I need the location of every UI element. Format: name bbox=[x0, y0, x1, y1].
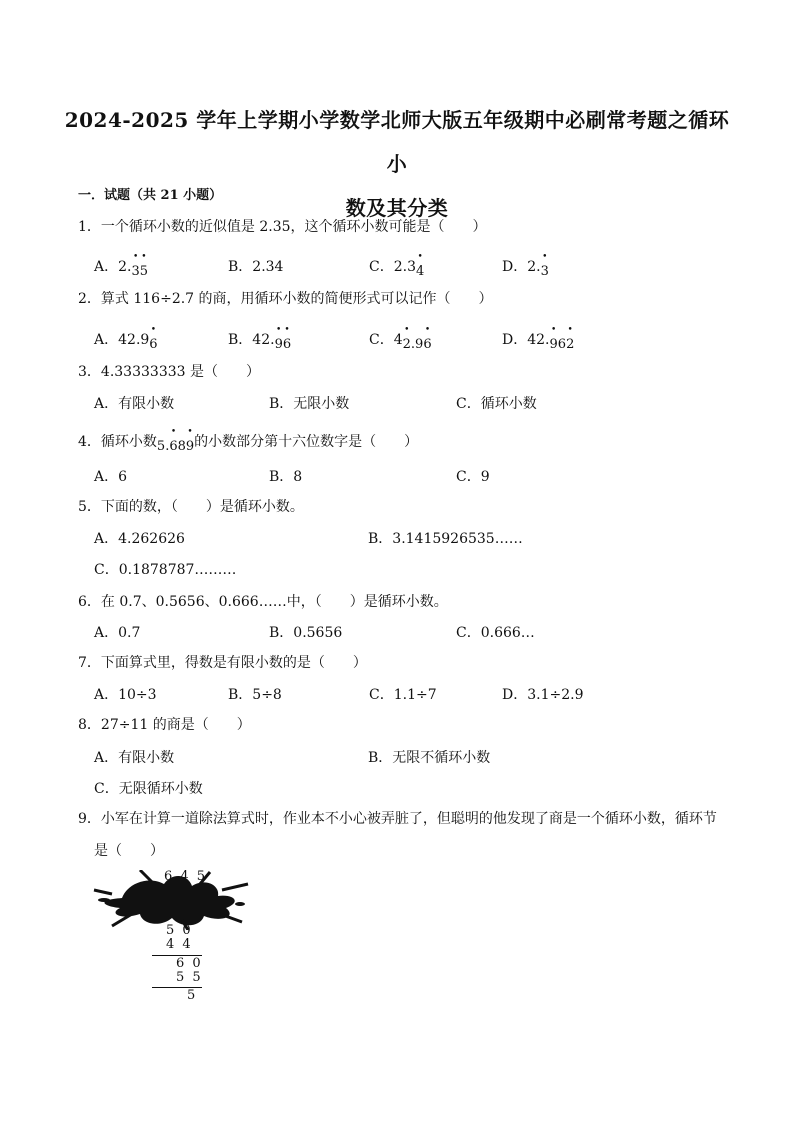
q2-option-a[interactable]: A．42.9• 6 bbox=[94, 329, 158, 349]
q5-option-b[interactable]: B．3.1415926535…… bbox=[368, 531, 523, 547]
q8-option-c[interactable]: C．无限循环小数 bbox=[94, 781, 203, 797]
question-number: 1． bbox=[78, 219, 101, 235]
q2-option-d[interactable]: D．42.• 96• 2 bbox=[502, 329, 574, 349]
title-line-1: 2024-2025 学年上学期小学数学北师大版五年级期中必刷常考题之循环小 bbox=[64, 108, 730, 176]
q6-option-c[interactable]: C．0.666… bbox=[456, 625, 535, 641]
division-step-2: 4 4 bbox=[166, 937, 193, 952]
question-4: 4．循环小数5.• 68• 9的小数部分第十六位数字是（ ） bbox=[78, 431, 418, 451]
q1-option-b[interactable]: B．2.34 bbox=[228, 259, 284, 275]
question-1 bbox=[78, 216, 487, 236]
q1-option-c[interactable]: C．2.3• 4 bbox=[369, 256, 424, 276]
q5-option-a[interactable]: A．4.262626 bbox=[94, 531, 185, 547]
q3-option-b[interactable]: B．无限小数 bbox=[269, 396, 350, 412]
section-heading: 一．试题（共 21 小题） bbox=[78, 188, 223, 203]
division-remainder: 5 bbox=[187, 988, 198, 1003]
q8-option-b[interactable]: B．无限不循环小数 bbox=[368, 750, 491, 766]
question-8: 8．27÷11 的商是（ ） bbox=[78, 717, 251, 733]
q3-option-a[interactable]: A．有限小数 bbox=[94, 396, 175, 412]
q5-option-c[interactable]: C．0.1878787……… bbox=[94, 562, 237, 578]
question-3: 3．4.33333333 是（ ） bbox=[78, 364, 260, 380]
title-line-2: 数及其分类 bbox=[345, 196, 449, 220]
question-5: 5．下面的数，（ ）是循环小数。 bbox=[78, 499, 304, 515]
long-division-figure bbox=[92, 866, 252, 1006]
document-title bbox=[60, 98, 734, 230]
q4-option-b[interactable]: B．8 bbox=[269, 469, 303, 485]
q1-option-a[interactable]: A．2.• 3• 5 bbox=[94, 256, 148, 276]
q2-option-c[interactable]: C．4• 2.9• 6 bbox=[369, 329, 432, 349]
q6-option-a[interactable]: A．0.7 bbox=[94, 625, 141, 641]
question-7: 7．下面算式里，得数是有限小数的是（ ） bbox=[78, 655, 367, 671]
q3-option-c[interactable]: C．循环小数 bbox=[456, 396, 537, 412]
division-step-1: 5 0 bbox=[166, 923, 193, 938]
question-text: 一个循环小数的近似值是 2.35，这个循环小数可能是（ ） bbox=[100, 219, 487, 235]
question-9-continued: 是（ ） bbox=[94, 843, 164, 859]
q4-option-c[interactable]: C．9 bbox=[456, 469, 490, 485]
q2-option-b[interactable]: B．42.• 9• 6 bbox=[228, 329, 291, 349]
question-2: 2．算式 116÷2.7 的商，用循环小数的简便形式可以记作（ ） bbox=[78, 291, 493, 307]
q8-option-a[interactable]: A．有限小数 bbox=[94, 750, 175, 766]
division-step-4: 5 5 bbox=[176, 970, 203, 985]
q7-option-a[interactable]: A．10÷3 bbox=[94, 687, 157, 703]
division-step-3: 6 0 bbox=[176, 956, 203, 971]
quotient: 6.4 5 bbox=[164, 869, 208, 884]
question-6: 6．在 0.7、0.5656、0.666……中，（ ）是循环小数。 bbox=[78, 594, 448, 610]
q7-option-c[interactable]: C．1.1÷7 bbox=[369, 687, 437, 703]
q7-option-b[interactable]: B．5÷8 bbox=[228, 687, 282, 703]
q1-option-d[interactable]: D．2.• 3 bbox=[502, 256, 549, 276]
q4-option-a[interactable]: A．6 bbox=[94, 469, 128, 485]
q7-option-d[interactable]: D．3.1÷2.9 bbox=[502, 687, 584, 703]
question-9: 9．小军在计算一道除法算式时，作业本不小心被弄脏了，但聪明的他发现了商是一个循环小数，循环节 bbox=[78, 811, 717, 827]
q6-option-b[interactable]: B．0.5656 bbox=[269, 625, 343, 641]
